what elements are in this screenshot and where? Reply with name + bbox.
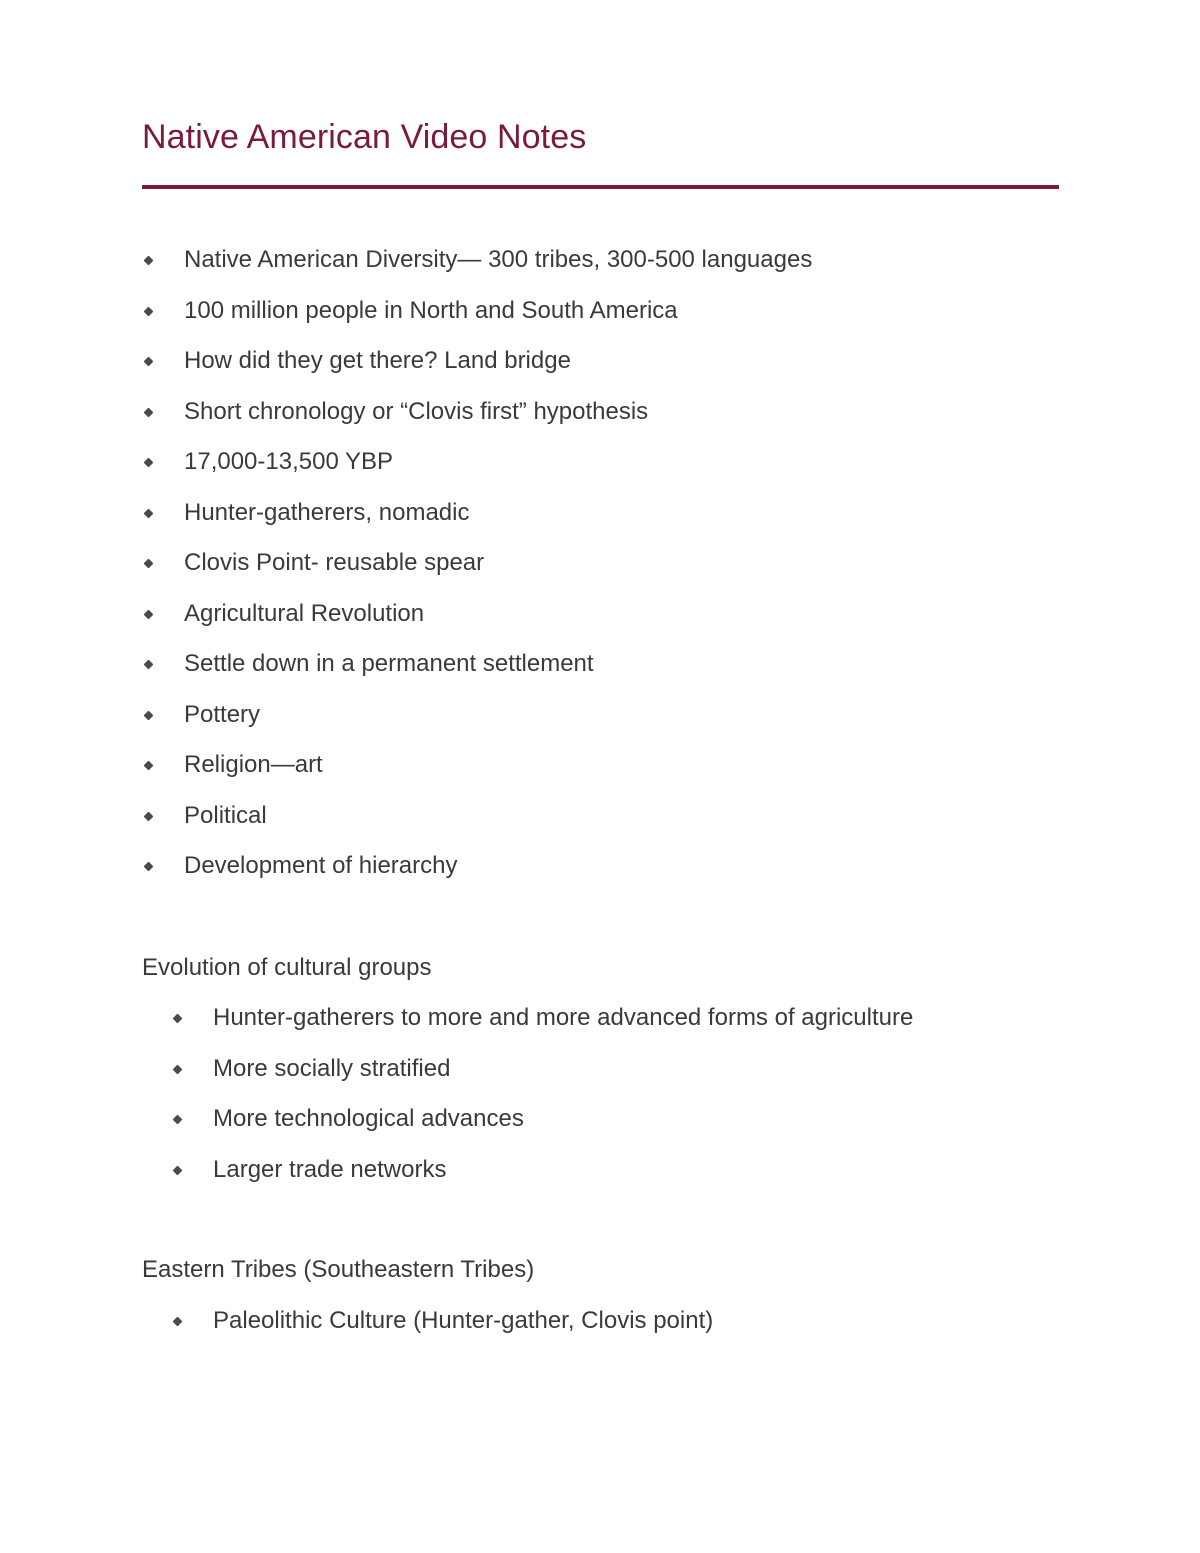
bullet-icon <box>173 1014 183 1024</box>
bullet-icon <box>144 458 154 468</box>
bullet-icon <box>144 710 154 720</box>
bullet-icon <box>144 407 154 417</box>
section-heading-eastern-tribes: Eastern Tribes (Southeastern Tribes) <box>142 1256 535 1283</box>
bullet-icon <box>144 306 154 316</box>
bullet-icon <box>173 1317 183 1327</box>
list-item-text: Hunter-gatherers to more and more advanced forms of agriculture <box>213 1004 914 1031</box>
list-item-text: How did they get there? Land bridge <box>184 347 571 374</box>
evolution-bullet-list <box>213 1003 913 1205</box>
bullet-icon <box>144 862 154 872</box>
list-item <box>213 1306 713 1357</box>
list-item <box>184 548 812 599</box>
list-item <box>213 1104 913 1155</box>
bullet-icon <box>173 1165 183 1175</box>
list-item-text: Political <box>184 801 267 829</box>
list-item <box>184 599 812 650</box>
list-item-text: Hunter-gatherers, nomadic <box>184 498 470 526</box>
list-item-text: More socially stratified <box>213 1054 451 1082</box>
list-item-text: More technological advances <box>213 1105 524 1132</box>
bullet-icon <box>144 660 154 670</box>
page-title: Native American Video Notes <box>142 118 587 156</box>
bullet-icon <box>144 761 154 771</box>
list-item <box>184 346 812 397</box>
main-bullet-list <box>184 245 812 902</box>
title-divider <box>142 185 1059 189</box>
list-item-text: Native American Diversity— 300 tribes, 300-500 languages <box>184 246 813 273</box>
list-item <box>184 397 812 448</box>
bullet-icon <box>144 559 154 569</box>
list-item <box>184 750 812 801</box>
bullet-icon <box>144 811 154 821</box>
bullet-icon <box>144 609 154 619</box>
list-item-text: Development of hierarchy <box>184 852 458 879</box>
bullet-icon <box>173 1115 183 1125</box>
list-item <box>184 700 812 751</box>
list-item <box>184 296 812 347</box>
section-heading-evolution: Evolution of cultural groups <box>142 954 432 981</box>
list-item-text: Agricultural Revolution <box>184 599 425 627</box>
bullet-icon <box>144 508 154 518</box>
bullet-icon <box>173 1064 183 1074</box>
bullet-icon <box>144 357 154 367</box>
list-item <box>213 1003 913 1054</box>
list-item-text: Short chronology or “Clovis first” hypothesis <box>184 397 649 425</box>
list-item-text: Settle down in a permanent settlement <box>184 650 594 677</box>
list-item <box>184 245 812 296</box>
list-item <box>213 1054 913 1105</box>
list-item-text: 100 million people in North and South America <box>184 296 678 324</box>
list-item <box>213 1155 913 1206</box>
list-item-text: Religion—art <box>184 751 323 778</box>
list-item-text: Clovis Point- reusable spear <box>184 549 485 576</box>
list-item <box>184 851 812 902</box>
bullet-icon <box>144 256 154 266</box>
list-item-text: Pottery <box>184 700 261 728</box>
list-item <box>184 801 812 852</box>
list-item <box>184 649 812 700</box>
list-item-text: Larger trade networks <box>213 1155 447 1183</box>
list-item-text: Paleolithic Culture (Hunter-gather, Clovis point) <box>213 1307 714 1334</box>
list-item-text: 17,000-13,500 YBP <box>184 448 394 475</box>
list-item <box>184 498 812 549</box>
eastern-tribes-bullet-list <box>213 1306 713 1357</box>
list-item <box>184 447 812 498</box>
